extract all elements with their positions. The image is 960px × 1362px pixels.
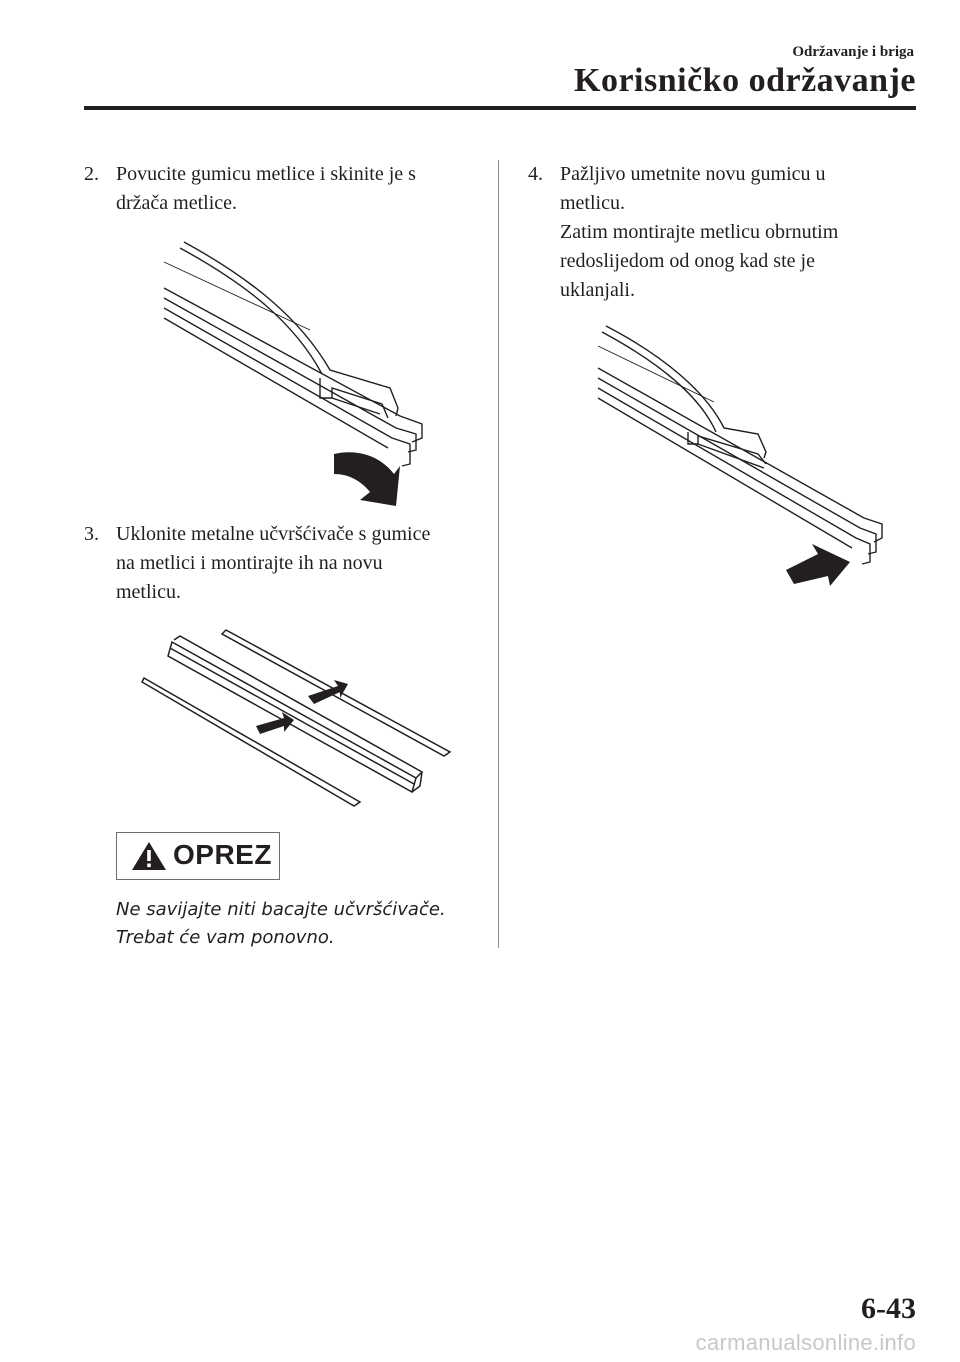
step-text-line: Povucite gumicu metlice i skinite je s [116,163,416,185]
step-number: 3. [84,523,99,545]
wiper-removal-illustration [160,238,440,510]
header-rule [84,106,916,110]
warning-icon [131,841,167,871]
caution-box [116,832,280,880]
step-text-line: Zatim montirajte metlicu obrnutim [560,221,839,243]
wiper-insert-illustration [594,322,886,588]
step-text-line: uklanjali. [560,279,635,301]
page-number: 6-43 [861,1292,916,1325]
section-label: Održavanje i briga [792,44,914,60]
step-text-line: Pažljivo umetnite novu gumicu u [560,163,826,185]
step-text-line: na metlici i montirajte ih na novu [116,552,383,574]
caution-text-line: Trebat će vam ponovno. [116,927,335,948]
step-text-line: redoslijedom od onog kad ste je [560,250,815,272]
step-text-line: držača metlice. [116,192,238,214]
page-title: Korisničko održavanje [574,62,916,99]
step-text-line: metlicu. [560,192,625,214]
step-text-line: metlicu. [116,581,181,603]
watermark: carmanualsonline.info [695,1330,916,1355]
caution-label: OPREZ [173,839,272,870]
step-4 [528,160,960,305]
step-2 [84,160,516,218]
retainer-illustration [140,626,456,808]
caution-text [116,896,486,952]
step-number: 2. [84,163,99,185]
caution-text-line: Ne savijajte niti bacajte učvršćivače. [116,899,446,920]
step-number: 4. [528,163,543,185]
step-text-line: Uklonite metalne učvršćivače s gumice [116,523,431,545]
step-3 [84,520,516,607]
